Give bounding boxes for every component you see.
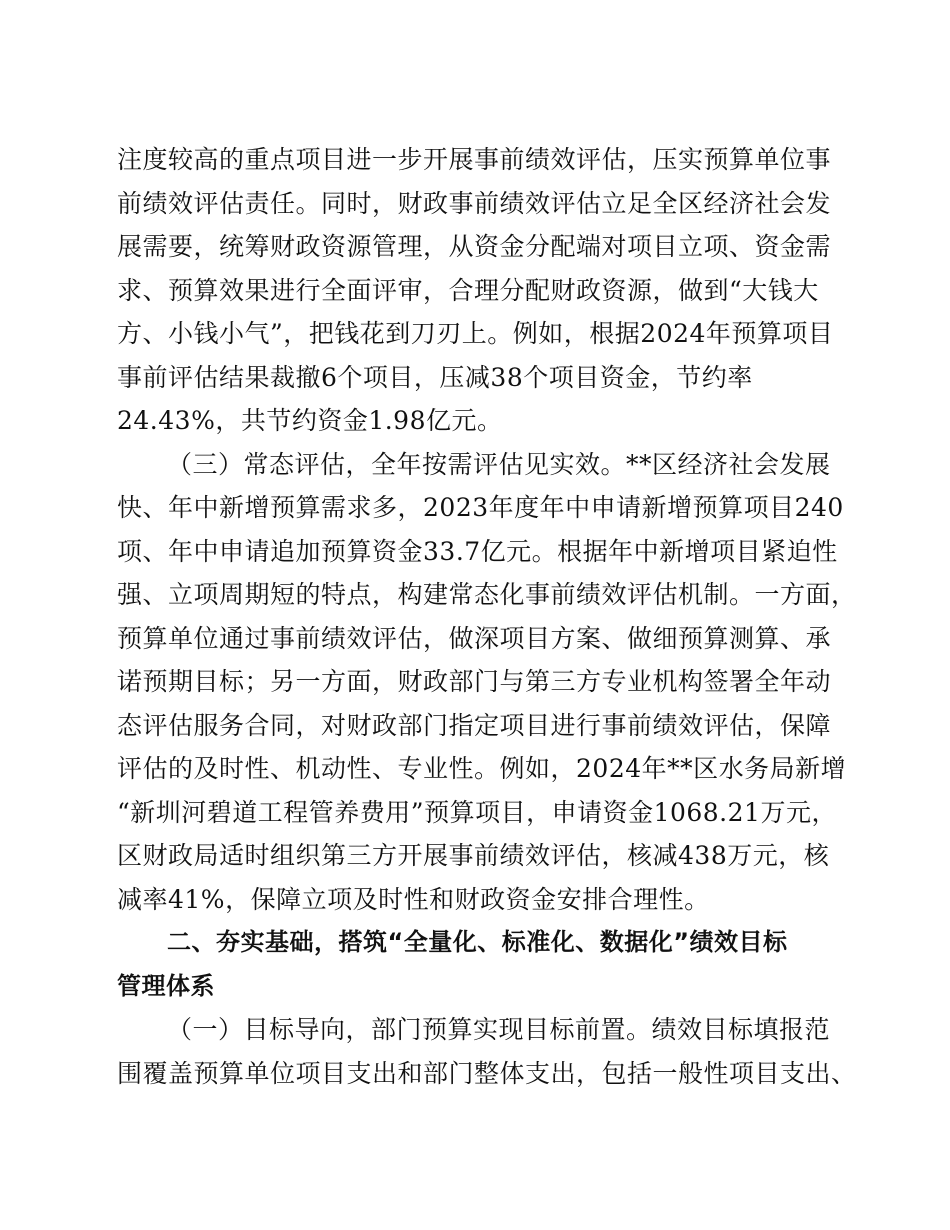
section-heading: 二、夯实基础，搭筑“全量化、标准化、数据化”绩效目标 [167, 928, 788, 956]
body-text [117, 138, 857, 1095]
text-line: 评估的及时性、机动性、专业性。例如，2024年**区水务局新增 [117, 754, 847, 783]
text-line: 快、年中新增预算需求多，2023年度年中申请新增预算项目240 [117, 493, 844, 522]
text-line: 诺预期目标；另一方面，财政部门与第三方专业机构签署全年动 [117, 667, 832, 696]
text-line: 注度较高的重点项目进一步开展事前绩效评估，压实预算单位事 [117, 145, 832, 174]
text-line: 区财政局适时组织第三方开展事前绩效评估，核减438万元，核 [117, 841, 830, 870]
text-line: 态评估服务合同，对财政部门指定项目进行事前绩效评估，保障 [117, 710, 832, 740]
text-line: 围覆盖预算单位项目支出和部门整体支出，包括一般性项目支出、 [117, 1058, 857, 1088]
text-line: 方、小钱小气”，把钱花到刀刃上。例如，根据2024年预算项目 [117, 319, 834, 348]
text-line: “新圳河碧道工程管养费用”预算项目，申请资金1068.21万元， [117, 797, 837, 827]
text-line: 预算单位通过事前绩效评估，做深项目方案、做细预算测算、承 [117, 623, 832, 653]
section-heading-continuation: 管理体系 [117, 971, 215, 1000]
text-line: 求、预算效果进行全面评审，合理分配财政资源，做到“大钱大 [117, 275, 819, 305]
text-line: 24.43%，共节约资金1.98亿元。 [117, 406, 503, 435]
text-line: 强、立项周期短的特点，构建常态化事前绩效评估机制。一方面， [117, 580, 857, 609]
text-line: 展需要，统筹财政资源管理，从资金分配端对项目立项、资金需 [117, 232, 832, 261]
text-line: 前绩效评估责任。同时，财政事前绩效评估立足全区经济社会发 [117, 188, 832, 218]
section-subheading-line: （一）目标导向，部门预算实现目标前置。绩效目标填报范 [167, 1015, 831, 1044]
text-line: 项、年中申请追加预算资金33.7亿元。根据年中新增项目紧迫性 [117, 536, 838, 566]
text-line: 减率41%，保障立项及时性和财政资金安排合理性。 [117, 884, 710, 914]
section-subheading-line: （三）常态评估，全年按需评估见实效。**区经济社会发展 [167, 449, 831, 479]
text-line: 事前评估结果裁撤6个项目，压减38个项目资金，节约率 [117, 362, 753, 392]
